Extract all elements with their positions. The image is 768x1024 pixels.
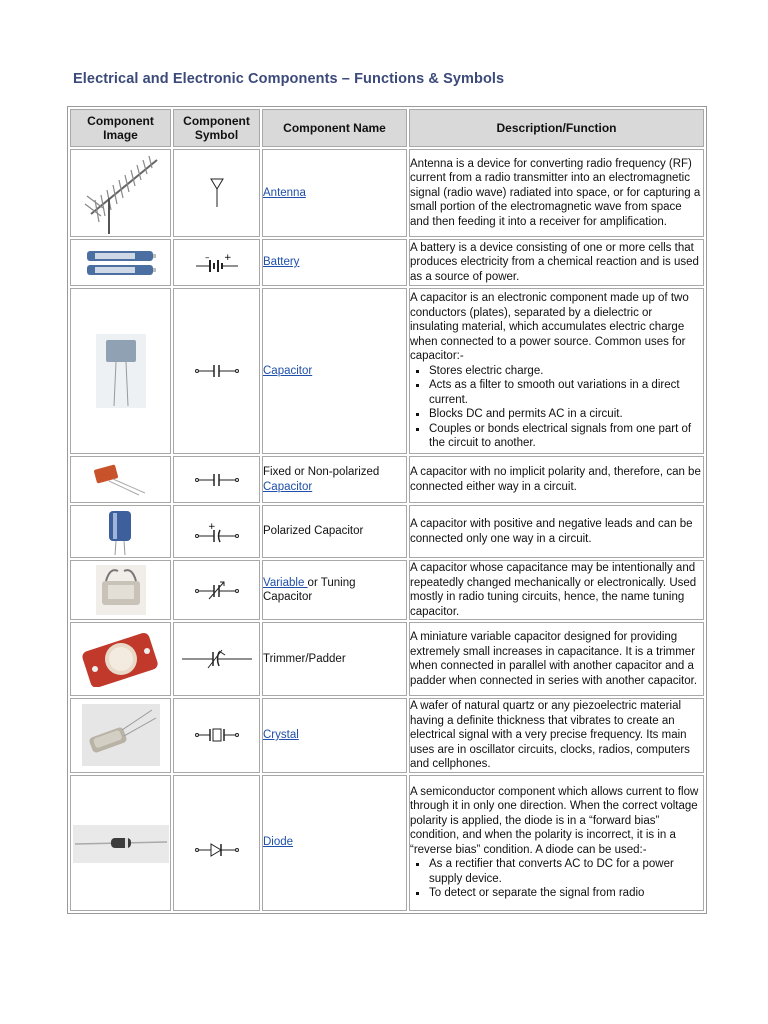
variable-capacitor-photo	[70, 560, 171, 620]
list-item: ▪ Stores electric charge.	[428, 364, 703, 379]
diode-link[interactable]: Diode	[263, 836, 294, 849]
crystal-symbol-icon	[173, 698, 260, 773]
table-row	[70, 456, 704, 503]
table-row	[70, 149, 704, 237]
battery-minus-sign: –	[204, 252, 209, 263]
battery-link[interactable]: Battery	[263, 256, 300, 269]
list-item: ▪ Couples or bonds electrical signals from one part of the circuit to another.	[428, 422, 703, 451]
antenna-link[interactable]: Antenna	[263, 186, 306, 199]
variable-capacitor-link[interactable]: Variable	[263, 576, 308, 589]
header-desc: Description/Function	[409, 109, 704, 147]
table-row	[70, 239, 704, 286]
trimmer-photo	[70, 622, 171, 696]
table-row	[70, 775, 704, 911]
diode-symbol-icon	[173, 775, 260, 911]
antenna-symbol-icon	[173, 149, 260, 237]
header-name: Component Name	[262, 109, 407, 147]
header-image: Component Image	[70, 109, 171, 147]
list-item: ▪ Acts as a filter to smooth out variations in a direct current.	[428, 378, 703, 407]
components-table	[67, 106, 707, 914]
trimmer-description: A miniature variable capacitor designed for providing extremely small increases in capacitance. It is a trimmer when connected in parallel with another capacitor and a padder when connected in series with another capacitor.	[409, 622, 704, 696]
table-row	[70, 698, 704, 773]
nonpolarized-capacitor-name: Fixed or Non-polarized	[263, 466, 380, 478]
variable-capacitor-description: A capacitor whose capacitance may be intentionally and repeatedly changed mechanically or electronically. Used mostly in radio tuning circuits, hence, the name tuning capacitor.	[409, 560, 704, 620]
diode-uses-list	[410, 857, 703, 901]
list-item: ▪ As a rectifier that converts AC to DC for a power supply device.	[428, 857, 703, 886]
polarized-capacitor-photo	[70, 505, 171, 558]
nonpolarized-capacitor-photo	[70, 456, 171, 503]
battery-plus-sign: +	[223, 252, 232, 263]
page-title: Electrical and Electronic Components – Functions & Symbols	[73, 71, 505, 87]
polarized-capacitor-description: A capacitor with positive and negative leads and can be connected only one way in a circuit.	[409, 505, 704, 558]
crystal-link[interactable]: Crystal	[263, 729, 299, 741]
battery-symbol-icon	[173, 239, 260, 286]
table-row	[70, 622, 704, 696]
capacitor-photo	[70, 288, 171, 454]
diode-photo	[70, 775, 171, 911]
battery-description: A battery is a device consisting of one or more cells that produces electricity from a chemical reaction and is used as a source of power.	[409, 239, 704, 286]
capacitor-symbol-icon	[173, 288, 260, 454]
antenna-photo	[70, 149, 171, 237]
variable-capacitor-name: or Tuning Capacitor	[263, 576, 356, 603]
battery-photo	[70, 239, 171, 286]
antenna-description: Antenna is a device for converting radio frequency (RF) current from a radio transmitter into an electromagnetic signal (radio wave) radiated into space, or for capturing a small portion of the electromagnetic wave from space and then feeding it into a receiver for amplification.	[409, 149, 704, 237]
list-item: ▪ To detect or separate the signal from radio	[428, 886, 703, 901]
nonpolarized-capacitor-description: A capacitor with no implicit polarity and, therefore, can be connected either way in a circuit.	[409, 456, 704, 503]
list-item: ▪ Blocks DC and permits AC in a circuit.	[428, 407, 703, 422]
polarized-plus-sign: +	[207, 521, 216, 532]
header-symbol: Component Symbol	[173, 109, 260, 147]
crystal-photo	[70, 698, 171, 773]
header-row	[70, 109, 704, 147]
table-row	[70, 505, 704, 558]
nonpolarized-capacitor-symbol-icon	[173, 456, 260, 503]
nonpolarized-capacitor-link[interactable]: Capacitor	[263, 480, 313, 493]
variable-capacitor-symbol-icon	[173, 560, 260, 620]
trimmer-name: Trimmer/Padder	[262, 622, 407, 696]
table-row	[70, 288, 704, 454]
crystal-description: A wafer of natural quartz or any piezoelectric material having a definite thickness that vibrates to create an electrical signal with a very precise frequency. Its main uses are in oscillator circuits, clocks, radios, computers and cellphones.	[409, 698, 704, 773]
polarized-capacitor-name: Polarized Capacitor	[262, 505, 407, 558]
capacitor-link[interactable]: Capacitor	[263, 364, 313, 377]
capacitor-description: A capacitor is an electronic component made up of two conductors (plates), separated by a dielectric or insulating material, which accumulates electric charge when connected to a power source. Common uses for capacitor:-	[410, 292, 689, 363]
capacitor-uses-list	[410, 364, 703, 451]
table-row	[70, 560, 704, 620]
diode-description: A semiconductor component which allows current to flow through it in only one direction. When the correct voltage polarity is applied, the diode is in a “forward bias” condition, and when the polarity is incorrect, it is in a “reverse bias” condition. A diode can be used:-	[410, 785, 699, 856]
trimmer-symbol-icon	[173, 622, 260, 696]
polarized-capacitor-symbol-icon	[173, 505, 260, 558]
